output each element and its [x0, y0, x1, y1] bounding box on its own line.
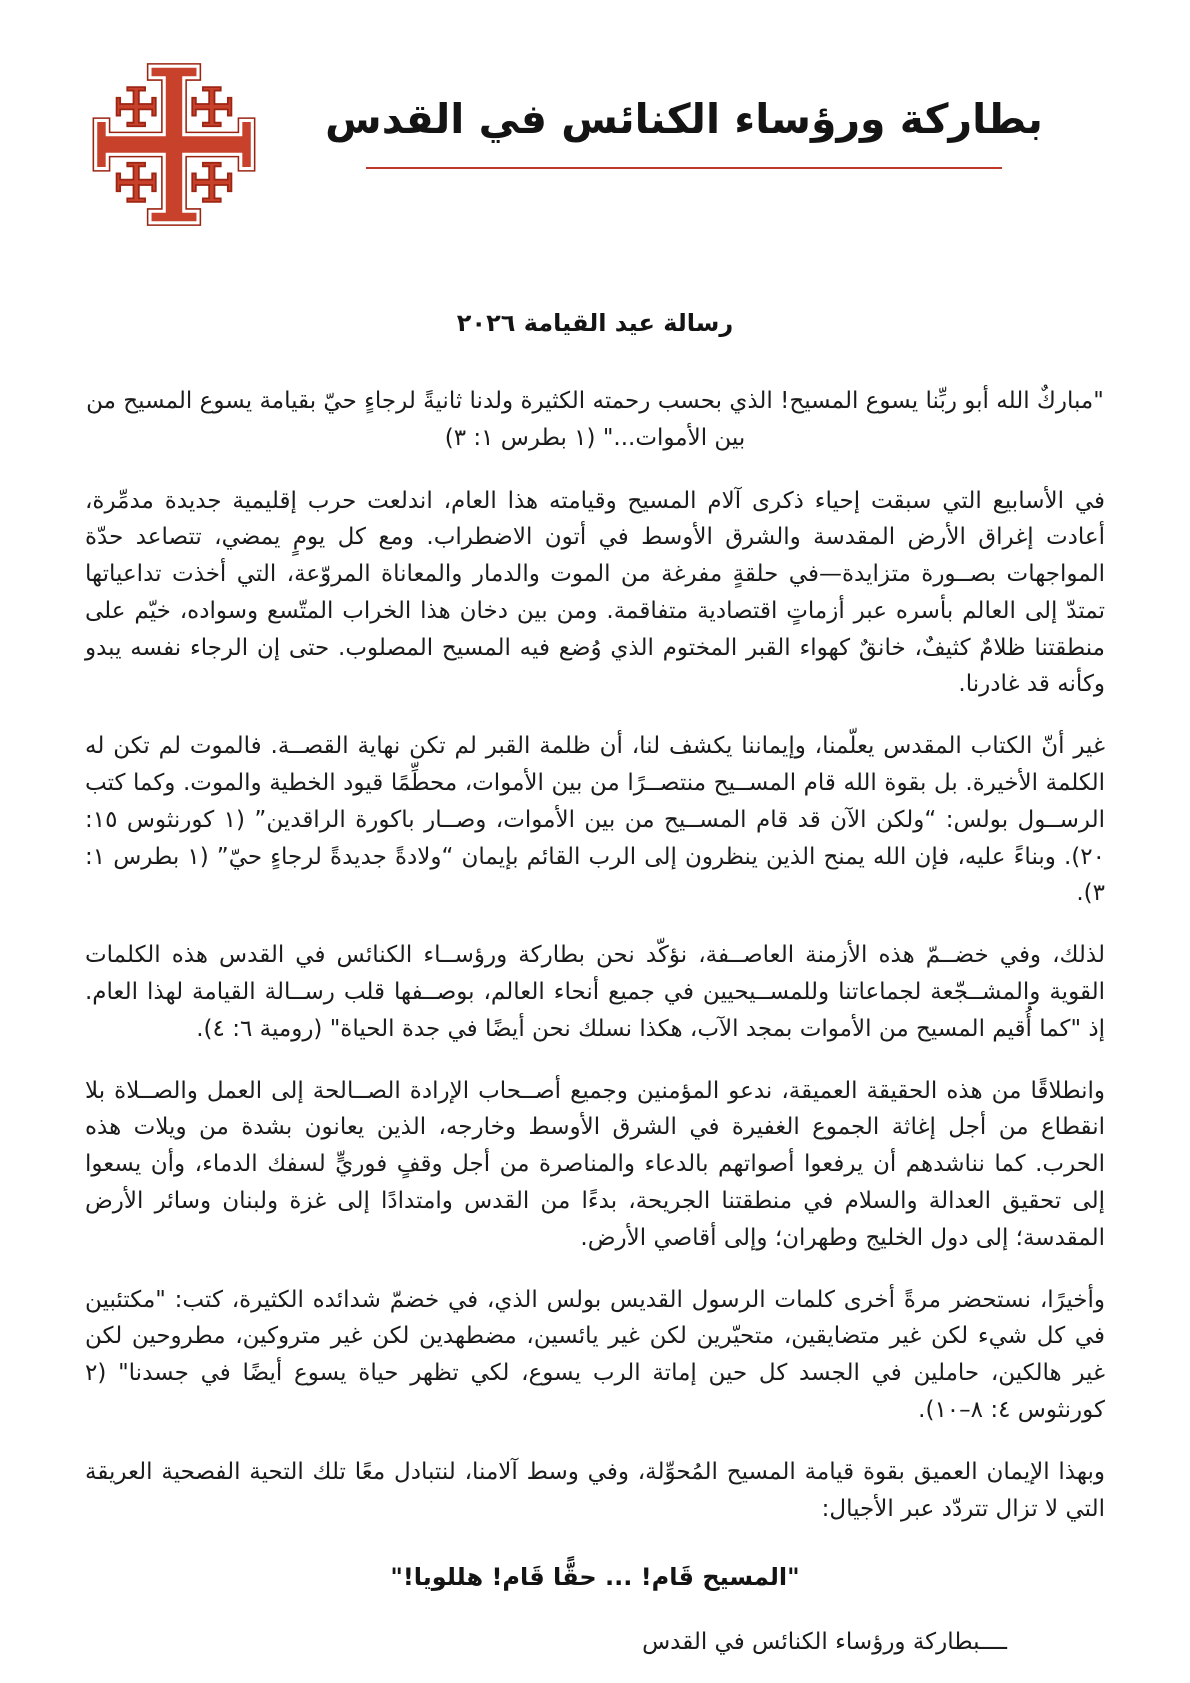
org-title: بطاركة ورؤساء الكنائس في القدس: [325, 95, 1043, 143]
easter-greeting: "المسيح قَام! ... حقًّا قَام! هللويا!": [390, 1563, 800, 1592]
paragraph-1: في الأسابيع التي سبقت إحياء ذكرى آلام المسيح وقيامته هذا العام، اندلعت حرب إقليمية جديدة مدمِّرة، أعادت إغراق الأرض المقدسة والشرق الأوسط في أتون الاضطراب. ومع كل يومٍ يمضي، تتصاعد حدّة المواجهات بصــورة متزايدة—في حلقةٍ مفرغة من الموت والدمار والمعاناة المروّعة، التي أخذت تداعياتها تمتدّ إلى العالم بأسره عبر أزماتٍ اقتصادية متفاقمة. ومن بين دخان هذا الخراب المتّسع وسواده، خيّم على منطقتنا ظلامٌ كثيفٌ، خانقٌ كهواء القبر المختوم الذي وُضع فيه المسيح المصلوب. حتى إن الرجاء نفسه يبدو وكأنه قد غادرنا.: [85, 487, 1105, 698]
jerusalem-cross-icon: [85, 52, 263, 237]
signature-text: بطاركة ورؤساء الكنائس في القدس: [642, 1629, 981, 1656]
scripture-quote: "مباركٌ الله أبو ربِّنا يسوع المسيح! الذي بحسب رحمته الكثيرة ولدنا ثانيةً لرجاءٍ حيّ بقيامة يسوع المسيح من بين الأموات..." (١ بطرس ١: ٣): [86, 388, 1104, 452]
paragraph-2: غير أنّ الكتاب المقدس يعلّمنا، وإيماننا يكشف لنا، أن ظلمة القبر لم تكن نهاية القصــة. فالموت لم تكن له الكلمة الأخيرة. بل بقوة الله قام المســيح منتصــرًا من بين الأموات، محطِّمًا قيود الخطية والموت. وكما كتب الرســول بولس: “ولكن الآن قد قام المســيح من بين الأموات، وصــار باكورة الراقدين” (١ كورنثوس ١٥: ٢٠). وبناءً عليه، فإن الله يمنح الذين ينظرون إلى الرب القائم بإيمان “ولادةً جديدةً لرجاءٍ حيّ” (١ بطرس ١: ٣).: [85, 733, 1105, 907]
title-area: [263, 52, 1105, 169]
letterhead: [0, 0, 1190, 237]
paragraph-5: وأخيرًا، نستحضر مرةً أخرى كلمات الرسول القديس بولس الذي، في خضمّ شدائده الكثيرة، كتب: "مكتئبين في كل شيء لكن غير متضايقين، متحيّرين لكن غير يائسين، مضطهدين لكن غير متروكين، مطروحين لكن غير هالكين، حاملين في الجسد كل حين إماتة الرب يسوع، لكي تظهر حياة يسوع أيضًا في جسدنا" (٢ كورنثوس ٤: ٨–١٠).: [85, 1286, 1105, 1424]
paragraph-6: وبهذا الإيمان العميق بقوة قيامة المسيح المُحوِّلة، وفي وسط آلامنا، لنتبادل معًا تلك التحية الفصحية العريقة التي لا تزال تتردّد عبر الأجيال:: [85, 1458, 1105, 1522]
signature-line: [85, 1629, 1105, 1655]
title-rule: [366, 167, 1002, 169]
letter-body: [0, 309, 1190, 1655]
paragraph-4: وانطلاقًا من هذه الحقيقة العميقة، ندعو المؤمنين وجميع أصــحاب الإرادة الصــالحة إلى العمل والصــلاة بلا انقطاع من أجل إغاثة الجموع الغفيرة في الشرق الأوسط وخارجه، الذين يعانون بشدة من ويلات هذه الحرب. كما نناشدهم أن يرفعوا أصواتهم بالدعاء والمناصرة من أجل وقفٍ فوريٍّ لسفك الدماء، وأن يسعوا إلى تحقيق العدالة والسلام في منطقتنا الجريحة، بدءًا من القدس وامتدادًا إلى غزة ولبنان وسائر الأرض المقدسة؛ إلى دول الخليج وطهران؛ وإلى أقاصي الأرض.: [85, 1077, 1105, 1251]
message-heading: رسالة عيد القيامة ٢٠٢٦: [456, 309, 734, 337]
paragraph-3: لذلك، وفي خضــمّ هذه الأزمنة العاصــفة، نؤكّد نحن بطاركة ورؤســاء الكنائس في القدس هذه الكلمات القوية والمشــجّعة لجماعاتنا وللمســيحيين في جميع أنحاء العالم، بوصــفها قلب رســالة القيامة لهذا العام. إذ "كما أُقيم المسيح من الأموات بمجد الآب، هكذا نسلك نحن أيضًا في جدة الحياة" (رومية ٦: ٤).: [85, 942, 1105, 1042]
signature-dash: ــــ: [980, 1629, 1007, 1656]
